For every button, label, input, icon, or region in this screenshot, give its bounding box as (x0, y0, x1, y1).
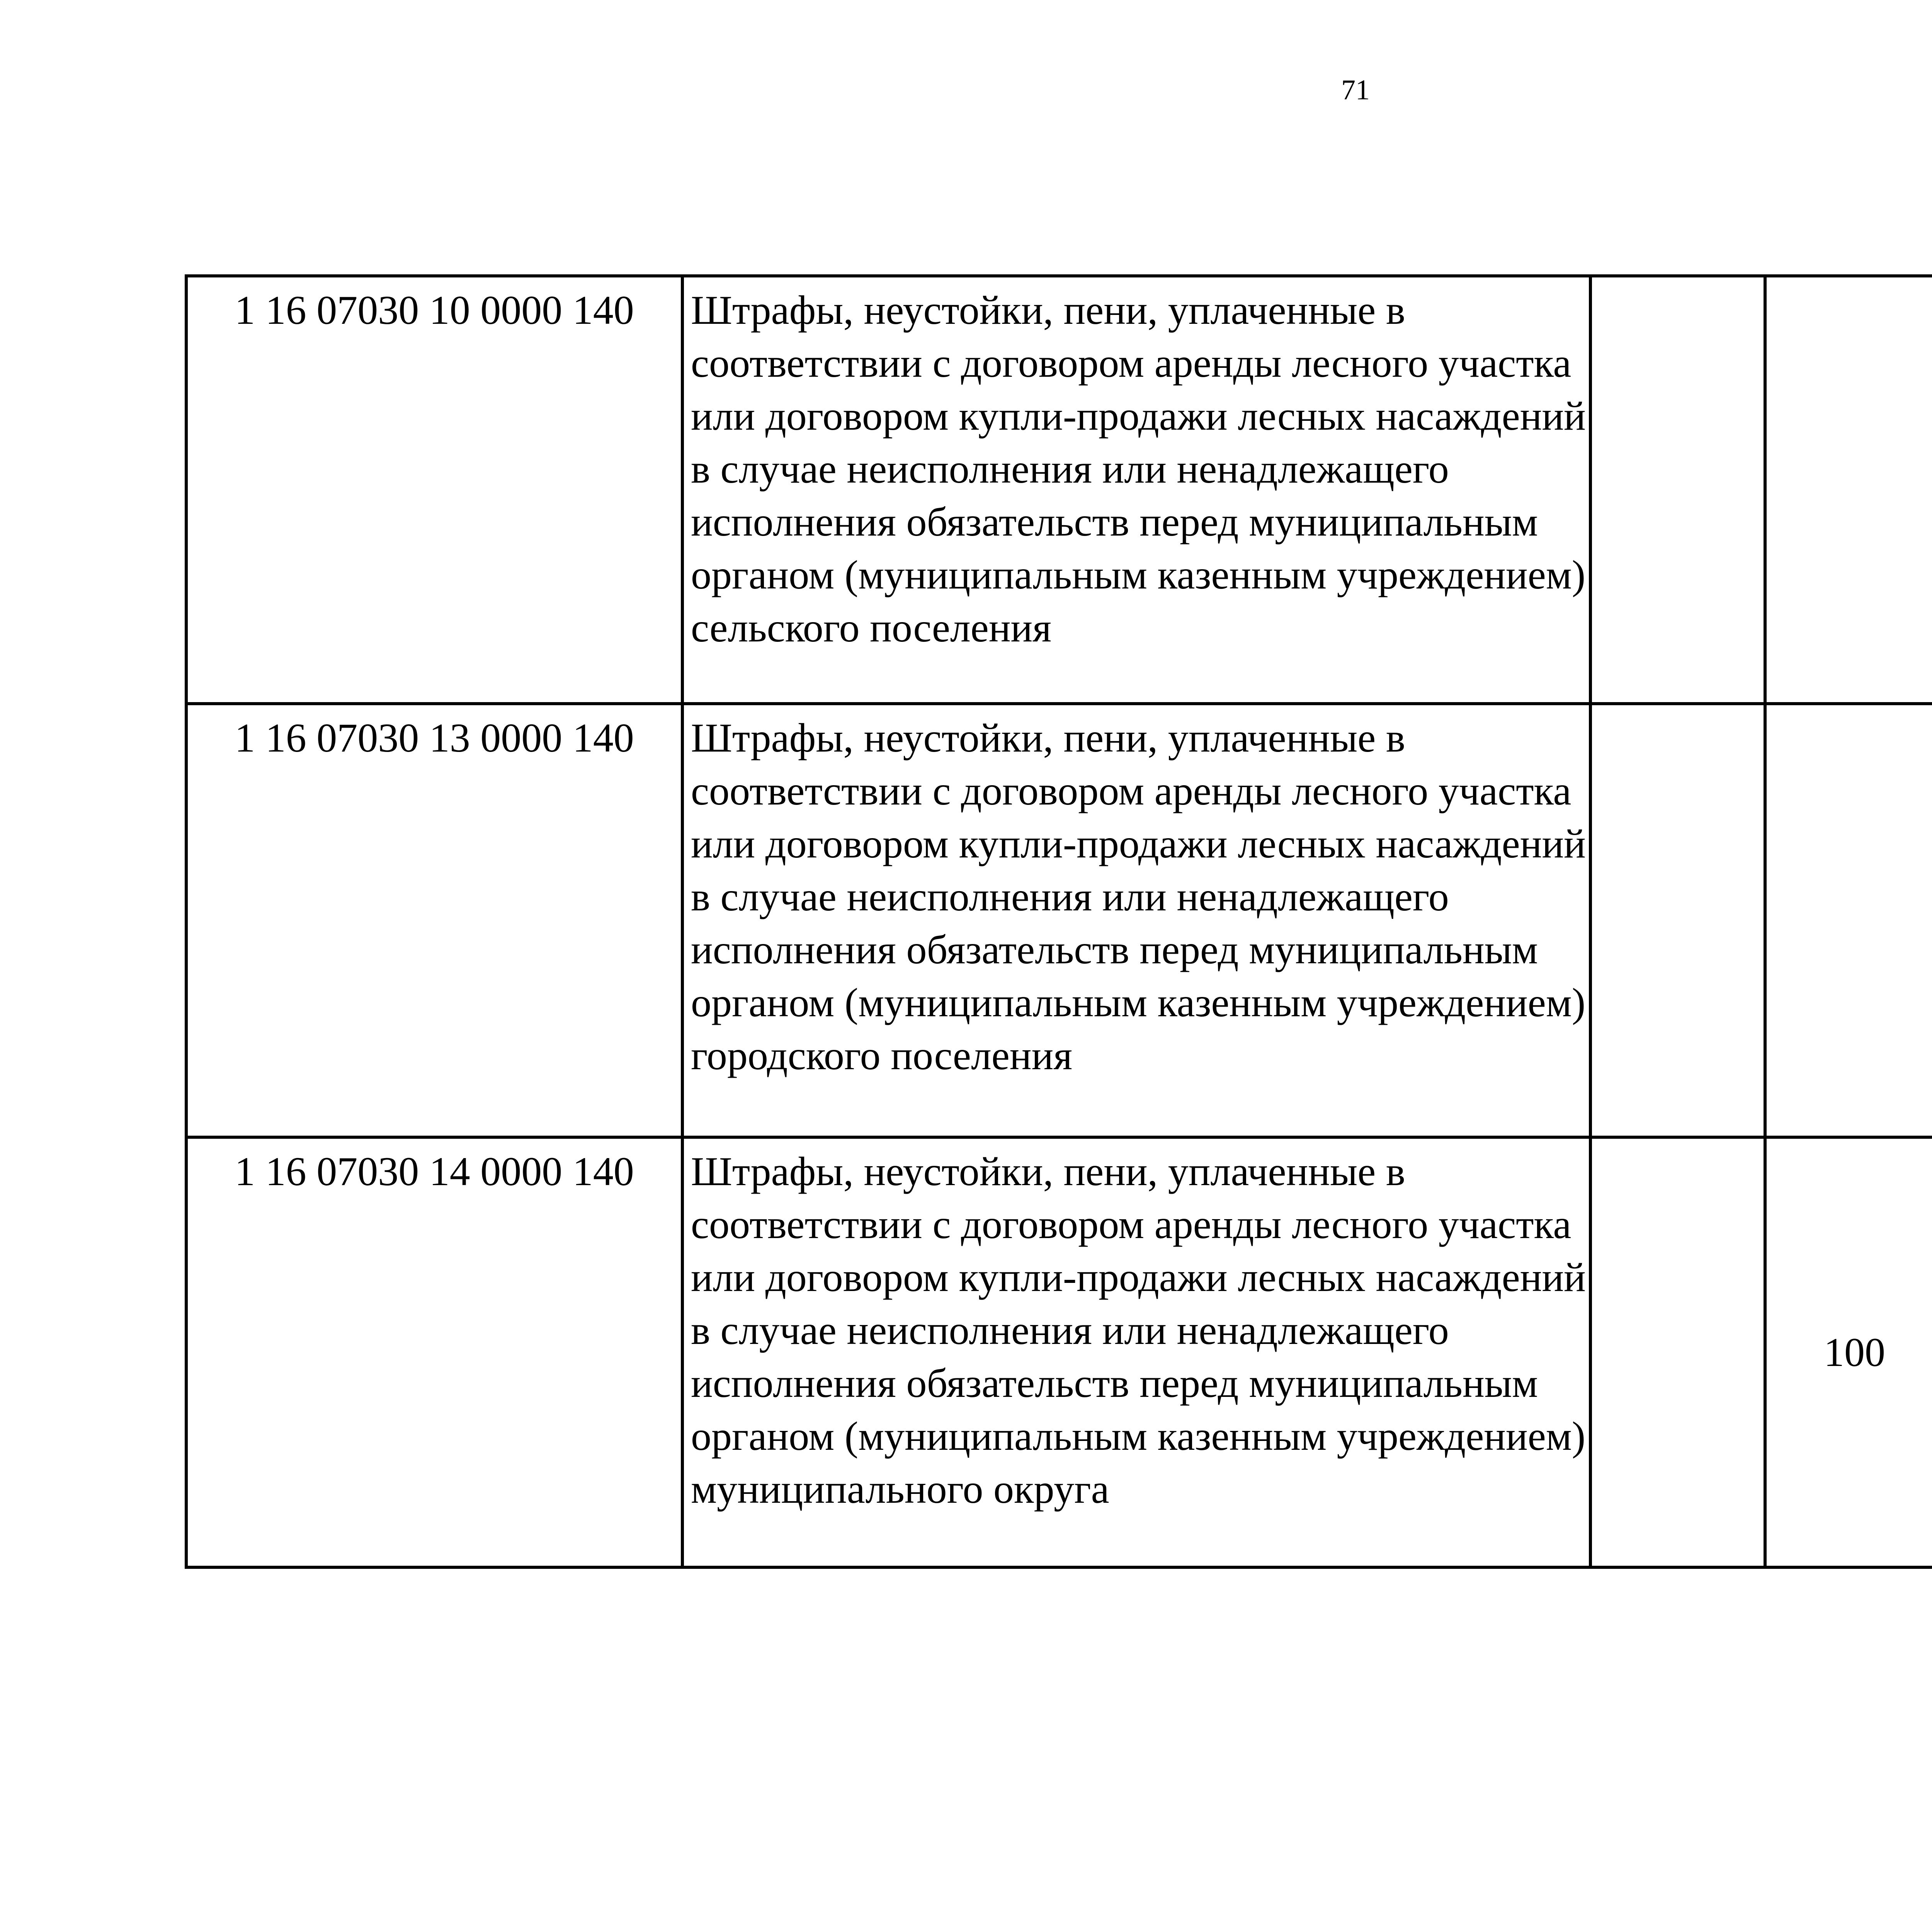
budget-code-cell: 1 16 07030 13 0000 140 (186, 704, 682, 1137)
page-number: 71 (1341, 74, 1370, 106)
value-cell-2 (1765, 704, 1932, 1137)
table-row (186, 704, 1932, 1137)
table-row (186, 276, 1932, 704)
value-cell-2: 100 (1765, 1137, 1932, 1567)
table-row (186, 1137, 1932, 1567)
budget-table (185, 274, 1932, 1569)
description-cell: Штрафы, неустойки, пени, уплаченные в соответствии с договором аренды лесного участка или договором купли-продажи лесных насаждений в случае неисполнения или ненадлежащего исполнения обязательств перед муниципальным органом (муниципальным казенным учреждением) муниципального округа (682, 1137, 1590, 1567)
value-cell-1 (1590, 704, 1765, 1137)
value-cell-2 (1765, 276, 1932, 704)
budget-code-cell: 1 16 07030 10 0000 140 (186, 276, 682, 704)
budget-code-cell: 1 16 07030 14 0000 140 (186, 1137, 682, 1567)
value-cell-1 (1590, 1137, 1765, 1567)
description-cell: Штрафы, неустойки, пени, уплаченные в соответствии с договором аренды лесного участка или договором купли-продажи лесных насаждений в случае неисполнения или ненадлежащего исполнения обязательств перед муниципальным органом (муниципальным казенным учреждением) сельского поселения (682, 276, 1590, 704)
description-cell: Штрафы, неустойки, пени, уплаченные в соответствии с договором аренды лесного участка или договором купли-продажи лесных насаждений в случае неисполнения или ненадлежащего исполнения обязательств перед муниципальным органом (муниципальным казенным учреждением) городского поселения (682, 704, 1590, 1137)
value-cell-1 (1590, 276, 1765, 704)
